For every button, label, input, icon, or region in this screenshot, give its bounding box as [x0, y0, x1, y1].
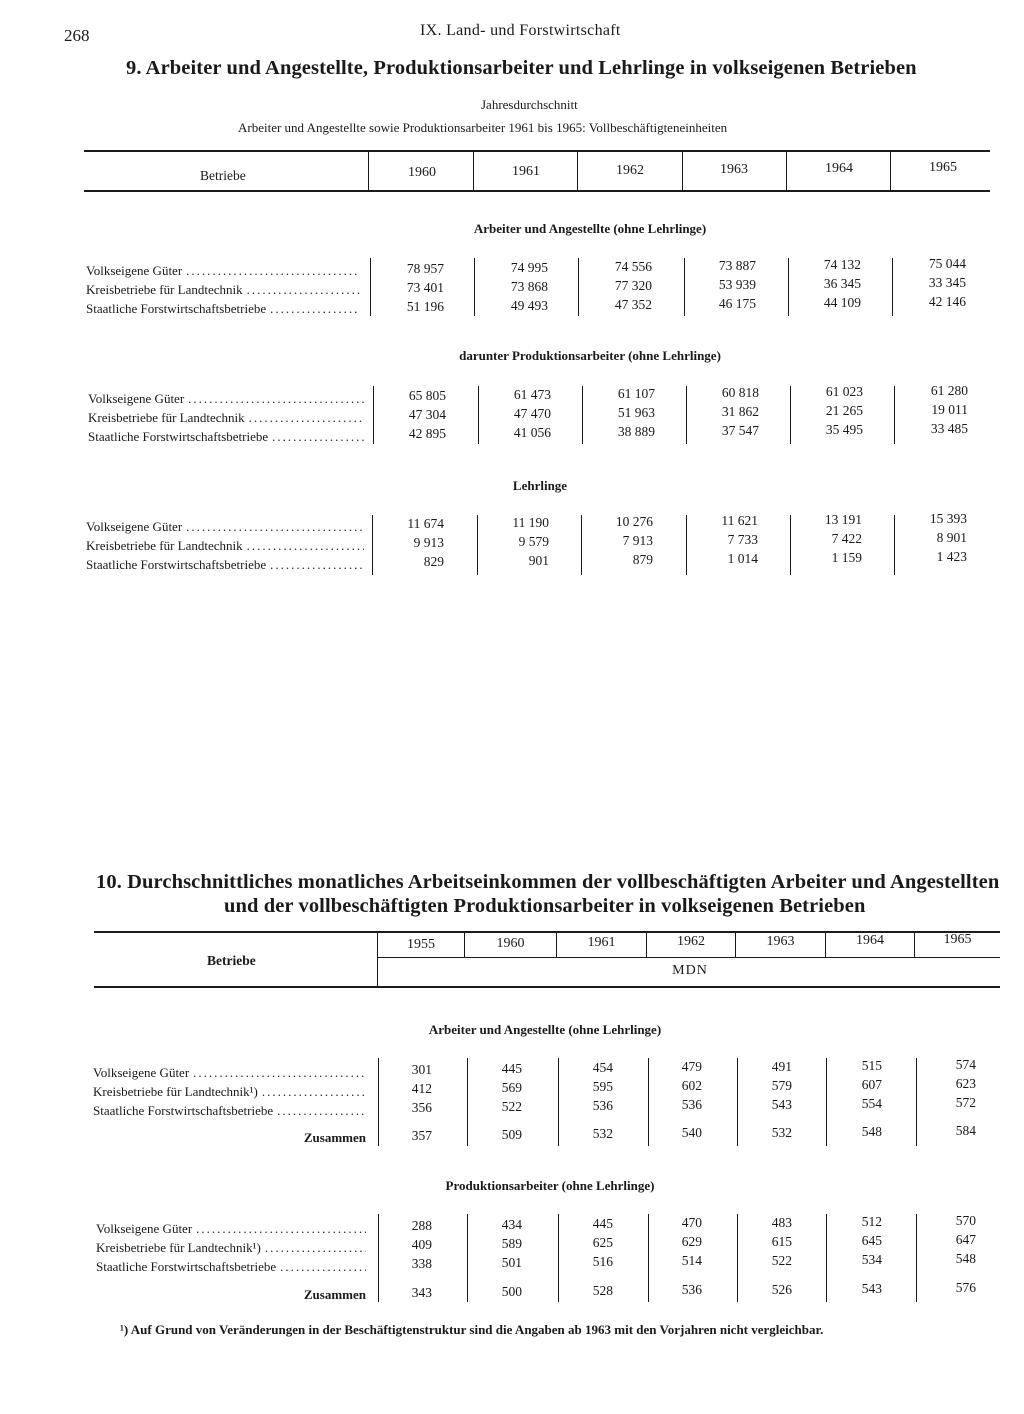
table9-year-header: 1964 — [825, 161, 853, 176]
table10-cell: 623 — [955, 1076, 976, 1091]
table10-cell: 445 — [592, 1216, 613, 1231]
table9-year-header: 1962 — [616, 163, 644, 178]
table10-total-cell: 536 — [681, 1282, 702, 1297]
table9-cell: 35 495 — [825, 422, 863, 437]
table9-cell: 74 556 — [614, 259, 652, 274]
table9-cell: 901 — [528, 553, 549, 568]
table9-header-divider — [890, 152, 891, 190]
table9-subtitle: Jahresdurchschnitt — [481, 97, 578, 112]
table9-cell: 42 895 — [408, 426, 446, 441]
table10-year-rule — [378, 957, 1000, 958]
table10-cell: 356 — [411, 1100, 432, 1115]
table10-year-header: 1965 — [943, 932, 972, 947]
table10-cell: 647 — [955, 1232, 976, 1247]
table9-column-rule — [370, 258, 371, 316]
table9-column-rule — [684, 258, 685, 316]
table10-total-cell: 500 — [501, 1284, 522, 1299]
table10-total-cell: 343 — [411, 1285, 432, 1300]
table9-section-title: Lehrlinge — [512, 478, 568, 493]
table10-cell: 536 — [681, 1097, 702, 1112]
table9-cell: 47 470 — [513, 406, 551, 421]
table9-column-rule — [581, 515, 582, 575]
table10-header-rule — [94, 986, 1000, 988]
table9-cell: 11 621 — [721, 513, 758, 528]
table9-row-header: Betriebe — [200, 168, 246, 183]
table9-cell: 61 023 — [825, 384, 863, 399]
table10-year-header: 1963 — [766, 934, 795, 949]
table9-header-divider — [473, 152, 474, 190]
table10-cell: 579 — [771, 1078, 792, 1093]
table9-column-rule — [474, 258, 475, 316]
table10-total-cell: 528 — [592, 1283, 613, 1298]
table9-row-label: Staatliche Forstwirtschaftsbetriebe ..... — [88, 429, 364, 445]
table9-row-label: Staatliche Forstwirtschaftsbetriebe ..... — [86, 557, 364, 573]
table10-total-cell: 357 — [411, 1128, 432, 1143]
table9-cell: 829 — [423, 554, 444, 569]
table9-column-rule — [686, 515, 687, 575]
table10-column-rule — [648, 1214, 649, 1302]
table10-row-header: Betriebe — [207, 953, 256, 968]
table10-column-rule — [826, 1058, 827, 1146]
table10-row-label: Kreisbetriebe für Landtechnik¹) ..... — [93, 1084, 367, 1100]
table9-column-rule — [477, 515, 478, 575]
table9-cell: 74 995 — [510, 260, 548, 275]
table9-row-label: Kreisbetriebe für Landtechnik ..... — [86, 282, 360, 298]
table10-cell: 574 — [955, 1057, 976, 1072]
table10-total-cell: 548 — [861, 1124, 882, 1139]
table10-cell: 470 — [681, 1215, 702, 1230]
table10-total-cell: 540 — [681, 1125, 702, 1140]
table9-row-label: Kreisbetriebe für Landtechnik ..... — [88, 410, 364, 426]
table10-year-header: 1955 — [407, 937, 435, 952]
table10-cell: 625 — [592, 1235, 613, 1250]
table9-year-header: 1960 — [408, 165, 436, 180]
table10-cell: 629 — [681, 1234, 702, 1249]
table9-cell: 77 320 — [614, 278, 652, 293]
table9-column-rule — [790, 515, 791, 575]
table9-column-rule — [790, 386, 791, 444]
table10-year-header: 1962 — [677, 934, 705, 949]
table9-column-rule — [372, 515, 373, 575]
table10-cell: 301 — [411, 1062, 432, 1077]
table10-cell: 607 — [861, 1077, 882, 1092]
table10-column-rule — [916, 1214, 917, 1302]
table9-cell: 47 352 — [614, 297, 652, 312]
table10-cell: 515 — [861, 1058, 882, 1073]
table9-title: 9. Arbeiter und Angestellte, Produktionsarbeiter und Lehrlinge in volkseigenen Betrieben — [126, 57, 917, 79]
table10-cell: 569 — [501, 1080, 522, 1095]
table10-row-label: Staatliche Forstwirtschaftsbetriebe ..... — [93, 1103, 367, 1119]
table9-cell: 73 868 — [510, 279, 548, 294]
table9-section-title: Arbeiter und Angestellte (ohne Lehrlinge) — [473, 221, 707, 236]
table9-year-header: 1965 — [929, 160, 957, 175]
table9-cell: 36 345 — [823, 276, 861, 291]
table9-column-rule — [892, 258, 893, 316]
table10-cell: 615 — [771, 1234, 792, 1249]
table9-cell: 33 485 — [930, 421, 968, 436]
table9-column-rule — [788, 258, 789, 316]
table9-section-title: darunter Produktionsarbeiter (ohne Lehrlinge) — [459, 348, 721, 363]
table9-cell: 46 175 — [718, 296, 756, 311]
table9-cell: 15 393 — [929, 511, 967, 526]
table9-column-rule — [582, 386, 583, 444]
table10-unit: MDN — [672, 963, 708, 978]
table10-cell: 412 — [411, 1081, 432, 1096]
table10-cell: 595 — [592, 1079, 613, 1094]
table9-column-rule — [686, 386, 687, 444]
table10-column-rule — [378, 1214, 379, 1302]
table9-cell: 11 674 — [407, 516, 444, 531]
table9-column-rule — [478, 386, 479, 444]
table10-cell: 514 — [681, 1253, 702, 1268]
table10-cell: 602 — [681, 1078, 702, 1093]
table9-row-label: Kreisbetriebe für Landtechnik ..... — [86, 538, 364, 554]
table9-cell: 49 493 — [510, 298, 548, 313]
table10-total-label: Zusammen — [303, 1287, 366, 1302]
table9-cell: 21 265 — [825, 403, 863, 418]
table10-column-rule — [826, 1214, 827, 1302]
table10-column-rule — [467, 1214, 468, 1302]
table10-row-label: Volkseigene Güter ..... — [93, 1065, 367, 1081]
table9-cell: 10 276 — [615, 514, 653, 529]
table9-header-divider — [786, 152, 787, 190]
table9-year-header: 1961 — [512, 164, 540, 179]
table10-column-rule — [737, 1058, 738, 1146]
table10-cell: 554 — [861, 1096, 882, 1111]
table9-cell: 74 132 — [823, 257, 861, 272]
page-number: 268 — [64, 26, 90, 45]
table9-top-rule — [84, 150, 990, 152]
table9-row-label: Staatliche Forstwirtschaftsbetriebe ..... — [86, 301, 360, 317]
table10-column-rule — [378, 1058, 379, 1146]
table10-cell: 543 — [771, 1097, 792, 1112]
table10-section-title: Produktionsarbeiter (ohne Lehrlinge) — [445, 1178, 655, 1193]
table10-row-label: Staatliche Forstwirtschaftsbetriebe ..... — [96, 1259, 366, 1275]
table9-column-rule — [894, 386, 895, 444]
table9-cell: 7 422 — [831, 531, 862, 546]
table10-cell: 522 — [771, 1253, 792, 1268]
table10-row-label: Kreisbetriebe für Landtechnik¹) ..... — [96, 1240, 366, 1256]
table10-total-cell: 584 — [955, 1123, 976, 1138]
table10-cell: 491 — [771, 1059, 792, 1074]
table10-total-cell: 543 — [861, 1281, 882, 1296]
table10-cell: 454 — [592, 1060, 613, 1075]
table10-row-label: Volkseigene Güter ..... — [96, 1221, 366, 1237]
table9-cell: 37 547 — [721, 423, 759, 438]
table10-cell: 479 — [681, 1059, 702, 1074]
table9-header-divider — [577, 152, 578, 190]
table10-total-cell: 576 — [955, 1280, 976, 1295]
table9-cell: 61 473 — [513, 387, 551, 402]
table9-cell: 8 901 — [936, 530, 967, 545]
table9-cell: 61 107 — [617, 386, 655, 401]
table10-year-header: 1961 — [587, 935, 616, 950]
table10-cell: 570 — [955, 1213, 976, 1228]
table10-column-rule — [558, 1214, 559, 1302]
table10-cell: 338 — [411, 1256, 432, 1271]
table9-column-rule — [894, 515, 895, 575]
table9-cell: 1 014 — [727, 551, 758, 566]
table10-column-rule — [467, 1058, 468, 1146]
table10-total-cell: 526 — [771, 1282, 792, 1297]
table9-cell: 51 196 — [406, 299, 444, 314]
table10-cell: 516 — [592, 1254, 613, 1269]
table9-cell: 7 913 — [622, 533, 653, 548]
table10-cell: 572 — [955, 1095, 976, 1110]
table10-column-rule — [916, 1058, 917, 1146]
table9-cell: 13 191 — [824, 512, 862, 527]
table10-cell: 512 — [861, 1214, 882, 1229]
table9-note: Arbeiter und Angestellte sowie Produktionsarbeiter 1961 bis 1965: Vollbeschäftigteneinheiten — [238, 120, 728, 135]
table10-cell: 589 — [501, 1236, 522, 1251]
table10-column-rule — [737, 1214, 738, 1302]
table9-cell: 42 146 — [928, 294, 966, 309]
table9-cell: 78 957 — [406, 261, 444, 276]
table9-row-label: Volkseigene Güter ..... — [88, 391, 364, 407]
table10-cell: 434 — [501, 1217, 522, 1232]
table10-cell: 536 — [592, 1098, 613, 1113]
table9-cell: 44 109 — [823, 295, 861, 310]
table9-cell: 9 913 — [413, 535, 444, 550]
table9-column-rule — [578, 258, 579, 316]
table9-cell: 38 889 — [617, 424, 655, 439]
table9-cell: 47 304 — [408, 407, 446, 422]
table10-year-header: 1960 — [496, 936, 525, 951]
table10-year-header: 1964 — [856, 933, 884, 948]
table10-section-title: Arbeiter und Angestellte (ohne Lehrlinge) — [428, 1022, 662, 1037]
table9-cell: 33 345 — [928, 275, 966, 290]
table10-column-rule — [558, 1058, 559, 1146]
table10-cell: 409 — [411, 1237, 432, 1252]
table10-title-line1: 10. Durchschnittliches monatliches Arbeitseinkommen der vollbeschäftigten Arbeiter und Angestellten — [96, 871, 1000, 893]
table9-column-rule — [373, 386, 374, 444]
table10-cell: 645 — [861, 1233, 882, 1248]
table9-row-label: Volkseigene Güter ..... — [86, 519, 364, 535]
table9-cell: 879 — [632, 552, 653, 567]
table9-cell: 65 805 — [408, 388, 446, 403]
table9-cell: 1 159 — [831, 550, 862, 565]
table10-cell: 534 — [861, 1252, 882, 1267]
table9-cell: 60 818 — [721, 385, 759, 400]
table9-cell: 19 011 — [931, 402, 968, 417]
chapter-heading: IX. Land- und Forstwirtschaft — [420, 22, 621, 39]
table9-cell: 7 733 — [727, 532, 758, 547]
table10-title-line2: und der vollbeschäftigten Produktionsarbeiter in volkseigenen Betrieben — [224, 895, 866, 917]
table9-header-rule — [84, 190, 990, 192]
table10-cell: 501 — [501, 1255, 522, 1270]
table9-cell: 11 190 — [512, 515, 549, 530]
table9-cell: 73 887 — [718, 258, 756, 273]
table10-total-cell: 532 — [771, 1125, 792, 1140]
table9-header-divider — [368, 152, 369, 190]
table9-year-header: 1963 — [720, 162, 748, 177]
table10-total-cell: 509 — [501, 1127, 522, 1142]
table9-cell: 51 963 — [617, 405, 655, 420]
table9-cell: 31 862 — [721, 404, 759, 419]
table9-cell: 53 939 — [718, 277, 756, 292]
table10-cell: 522 — [501, 1099, 522, 1114]
table9-cell: 61 280 — [930, 383, 968, 398]
table10-cell: 445 — [501, 1061, 522, 1076]
table10-cell: 483 — [771, 1215, 792, 1230]
table10-footnote: ¹) Auf Grund von Veränderungen in der Beschäftigtenstruktur sind die Angaben ab 1963 mit den Vorjahren nicht vergleichbar. — [120, 1322, 824, 1337]
table10-total-label: Zusammen — [303, 1130, 366, 1145]
table10-cell: 288 — [411, 1218, 432, 1233]
table9-header-divider — [682, 152, 683, 190]
table9-cell: 1 423 — [936, 549, 967, 564]
table10-column-rule — [648, 1058, 649, 1146]
table9-cell: 9 579 — [518, 534, 549, 549]
table10-cell: 548 — [955, 1251, 976, 1266]
table9-row-label: Volkseigene Güter ..... — [86, 263, 360, 279]
table9-cell: 73 401 — [406, 280, 444, 295]
table10-total-cell: 532 — [592, 1126, 613, 1141]
table9-cell: 41 056 — [513, 425, 551, 440]
table9-cell: 75 044 — [928, 256, 966, 271]
